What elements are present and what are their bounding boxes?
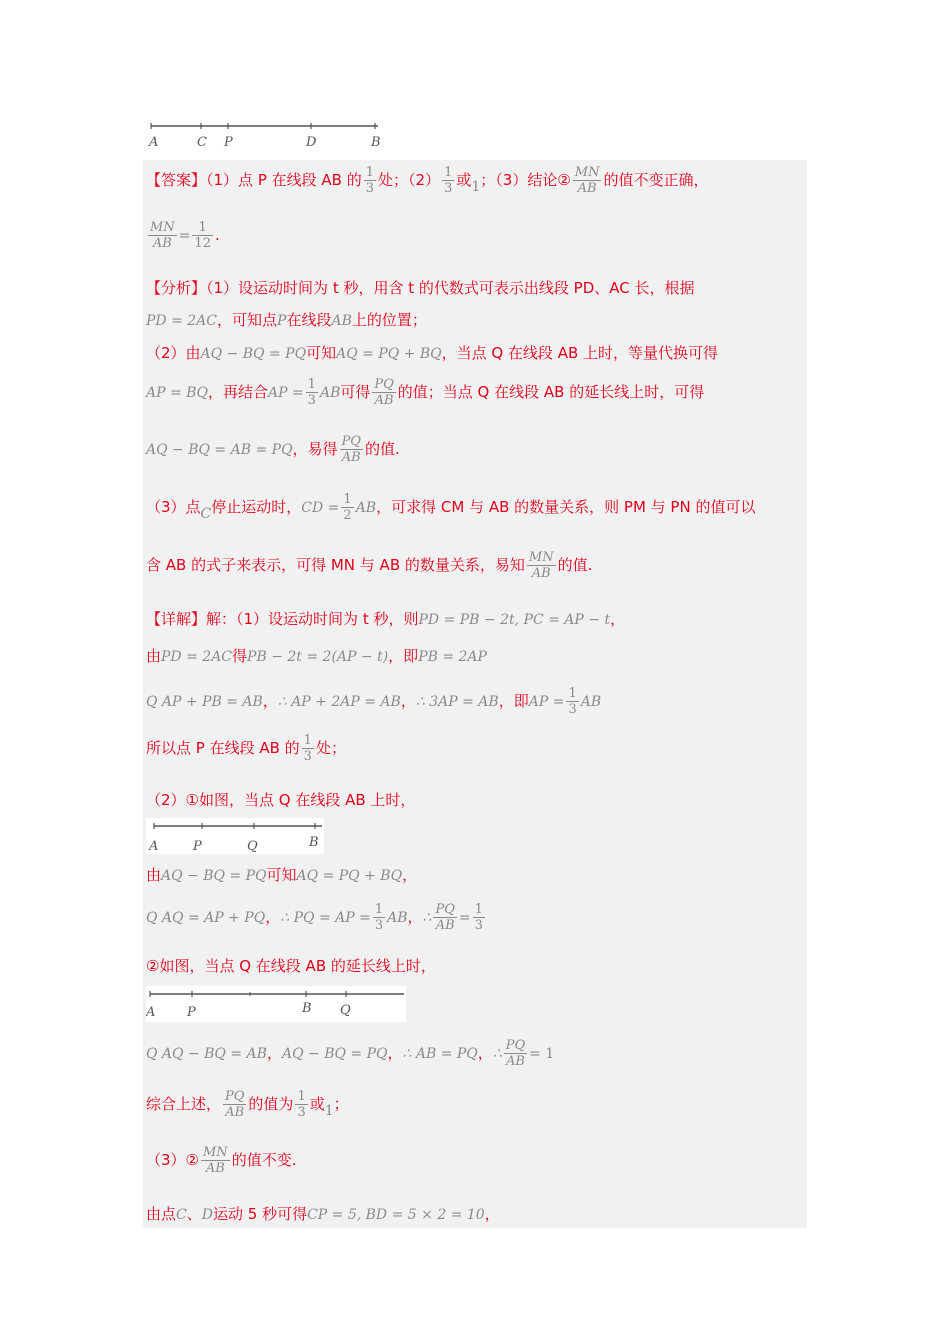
detail-line-10 [146,1089,349,1120]
answer-part1: （1）点 P 在线段 AB 的 [206,171,362,189]
detail-text-3a: 即 [513,692,529,710]
fraction-pq-ab-4: $\frac{PQ}{AB}$ [505,1038,526,1069]
detail-text-4a: 所以点 P 在线段 AB 的 [146,739,300,757]
comma: ， [265,908,281,926]
analysis-text-5b: 的值. [364,440,400,458]
analysis-line-6 [146,492,755,523]
detail-line-5 [146,789,415,810]
math-aq-bq-pq-3: AQ − BQ = PQ [281,1046,388,1062]
point-label-b: B [371,135,381,150]
answer-part3: （3）结论② [495,171,571,189]
detail-line-11 [146,1145,296,1176]
detail-text-5: （2）①如图，当点 Q 在线段 AB 上时， [146,791,416,809]
comma: ， [477,1044,493,1062]
math-ab-3: AB [355,500,377,516]
analysis-text-1: （1）设运动时间为 t 秒，用含 t 的代数式可表示出线段 PD、AC 长，根据 [206,279,695,297]
point-label-b: B [302,1001,312,1016]
detail-text-11a: （3）② [146,1151,199,1169]
fraction-one-third: $\frac{1}{3}$ [365,165,375,196]
fraction-pq-ab-3: $\frac{PQ}{AB}$ [435,902,455,933]
answer-or: 或 [456,171,472,189]
math-pq-ap-eq: ∴ PQ = AP = [280,910,371,926]
analysis-line-3 [146,342,718,363]
fraction-one-third-h: $\frac{1}{3}$ [297,1089,306,1120]
fraction-one-third-b: $\frac{1}{3}$ [444,165,453,196]
fraction-one-third-f: $\frac{1}{3}$ [374,902,384,933]
math-3ap: ∴ 3AP = AB [415,694,499,710]
detail-line-2 [146,645,487,666]
detail-line-6 [146,864,417,885]
point-label-a: A [149,135,159,150]
detail-text-4b: 处； [315,739,346,757]
analysis-text-7b: 的值. [557,556,593,574]
math-aq-bq-pq-2: AQ − BQ = PQ [161,868,267,884]
detail-text-6b: 可知 [266,866,297,884]
analysis-text-4b: 可得 [340,383,371,401]
analysis-text-4c: 的值；当点 Q 在线段 AB 的延长线上时，可得 [397,383,705,401]
answer-tag: 【答案】 [146,171,207,189]
comma: ， [266,1044,282,1062]
analysis-text-3a: （2）由 [146,344,201,362]
answer-one: 1 [471,179,481,195]
math-ap-2ap: ∴ AP + 2AP = AB [277,694,401,710]
analysis-text-2c: 上的位置； [351,311,427,329]
fraction-one-third-c: $\frac{1}{3}$ [307,377,316,408]
detail-text-2c: ，即 [388,647,419,665]
fraction-one-third-e: $\frac{1}{3}$ [303,733,312,764]
point-label-q: Q [340,1003,351,1018]
fraction-mn-ab: $\frac{MN}{AB}$ [574,165,600,196]
segment-figure-q-on-extension [146,986,406,1022]
fraction-one-half: $\frac{1}{2}$ [343,492,352,523]
point-label-p: P [187,1005,196,1020]
detail-text-11b: 的值不变. [231,1151,297,1169]
therefore-symbol: ∴ [422,910,432,926]
comma: ， [387,1044,403,1062]
therefore-symbol: ∴ [492,1046,502,1062]
math-aq-pq-bq-2: AQ = PQ + BQ [296,868,403,884]
detail-text-6a: 由 [146,866,162,884]
fraction-mn-ab-4: $\frac{MN}{AB}$ [203,1145,228,1176]
detail-text-1a: 解：（1）设运动时间为 t 秒，则 [206,610,419,628]
math-ap-eq: AP = [267,385,304,401]
answer-sep: ； [480,171,496,189]
detail-text-10a: 综合上述， [146,1095,222,1113]
detail-line-1 [146,608,625,629]
detail-line-8 [146,955,436,976]
analysis-line-2 [146,309,427,330]
math-pb-2ap: PB = 2AP [418,649,487,665]
analysis-text-2b: 在线段 [286,311,332,329]
detail-line-7 [146,902,487,933]
math-pb-2t: PB − 2t = 2(AP − t) [247,649,389,665]
detail-text-10b: 的值为 [248,1095,294,1113]
answer-line-1 [146,165,709,196]
analysis-text-3c: ，当点 Q 在线段 AB 上时，等量代换可得 [441,344,719,362]
math-aq-bq-ab-pq: AQ − BQ = AB = PQ [146,442,293,458]
equals-one: = 1 [529,1046,555,1062]
math-c-2: C [176,1207,187,1223]
comma: ， [407,908,423,926]
point-label-q: Q [247,839,258,854]
detail-text-10c: 或 [309,1095,325,1113]
fraction-one-twelfth: $\frac{1}{12}$ [194,220,211,251]
math-pd-pc: PD = PB − 2t, PC = AP − t [418,612,611,628]
math-aq-ap-pq: Q AQ = AP + PQ [146,910,266,926]
math-aq-bq-ab: Q AQ − BQ = AB [146,1046,267,1062]
math-aq-bq-pq: AQ − BQ = PQ [200,346,307,362]
detail-text-2a: 由 [146,647,162,665]
answer-end: 的值不变正确， [603,171,709,189]
math-ab-2: AB [319,385,341,401]
detail-text-6c: ， [402,866,418,884]
math-p: P [277,313,287,329]
math-aq-pq-bq: AQ = PQ + BQ [336,346,442,362]
point-label-a: A [146,1005,156,1020]
point-label-p: P [224,135,233,150]
detail-line-9 [146,1038,554,1069]
point-label-a: A [149,839,159,854]
detail-text-12b: 、 [186,1205,202,1223]
math-d: D [201,1207,213,1223]
segment-figure-top [146,118,386,154]
equals-sign: = [458,910,471,926]
math-pd-2ac-2: PD = 2AC [161,649,233,665]
analysis-text-6b: 停止运动时， [211,498,302,516]
fraction-pq-ab: $\frac{PQ}{AB}$ [374,377,394,408]
detail-one: 1 [324,1103,334,1119]
analysis-line-7 [146,550,592,581]
detail-line-4 [146,733,346,764]
analysis-text-6c: ，可求得 CM 与 AB 的数量关系，则 PM 与 PN 的值可以 [376,498,756,516]
fraction-pq-ab-2: $\frac{PQ}{AB}$ [341,434,361,465]
detail-text-12d: ， [484,1205,500,1223]
analysis-text-5a: ，易得 [292,440,338,458]
detail-text-10d: ； [333,1095,349,1113]
analysis-line-1 [146,277,695,298]
comma: ， [400,692,416,710]
math-ab: AB [331,313,352,329]
math-ap-bq: AP = BQ [146,385,208,401]
math-ap-eq-2: AP = [528,694,565,710]
analysis-text-6a: （3）点 [146,498,201,516]
math-cp-bd: CP = 5, BD = 5 × 2 = 10 [307,1207,485,1223]
detail-line-3 [146,686,601,717]
analysis-text-3b: 可知 [306,344,337,362]
answer-period: . [214,226,220,244]
detail-text-1b: ， [610,610,626,628]
fraction-one-third-g: $\frac{1}{3}$ [474,902,483,933]
math-cd-eq: CD = [301,500,340,516]
math-ab-5: AB [387,910,408,926]
answer-after1: 处；（2） [378,171,441,189]
math-ab-4: AB [580,694,602,710]
point-label-d: D [306,135,317,150]
comma: ， [262,692,278,710]
analysis-line-4 [146,377,704,408]
fraction-mn-ab-3: $\frac{MN}{AB}$ [528,550,554,581]
detail-text-12c: 运动 5 秒可得 [212,1205,308,1223]
detail-text-12a: 由点 [146,1205,177,1223]
equals-sign: = [178,228,191,244]
fraction-mn-ab-2: $\frac{MN}{AB}$ [150,220,175,251]
comma: ， [498,692,514,710]
math-pd-2ac: PD = 2AC [146,313,218,329]
math-ap-pb-ab: Q AP + PB = AB [146,694,263,710]
analysis-tag: 【分析】 [146,279,207,297]
math-c: C [200,506,212,522]
analysis-text-4a: ，再结合 [207,383,268,401]
analysis-text-7a: 含 AB 的式子来表示，可得 MN 与 AB 的数量关系，易知 [146,556,525,574]
detail-tag: 【详解】 [146,610,207,628]
point-label-c: C [197,135,207,150]
point-label-p: P [193,839,202,854]
point-label-b: B [309,835,319,850]
detail-text-2b: 得 [232,647,248,665]
analysis-line-5 [146,434,400,465]
math-ab-pq: ∴ AB = PQ [402,1046,478,1062]
answer-line-2 [146,220,220,251]
detail-text-8: ②如图，当点 Q 在线段 AB 的延长线上时， [146,957,436,975]
fraction-one-third-d: $\frac{1}{3}$ [568,686,577,717]
fraction-pq-ab-5: $\frac{PQ}{AB}$ [225,1089,245,1120]
analysis-text-2a: ，可知点 [217,311,278,329]
detail-line-12 [146,1203,500,1224]
segment-figure-q-on-ab [146,818,324,854]
